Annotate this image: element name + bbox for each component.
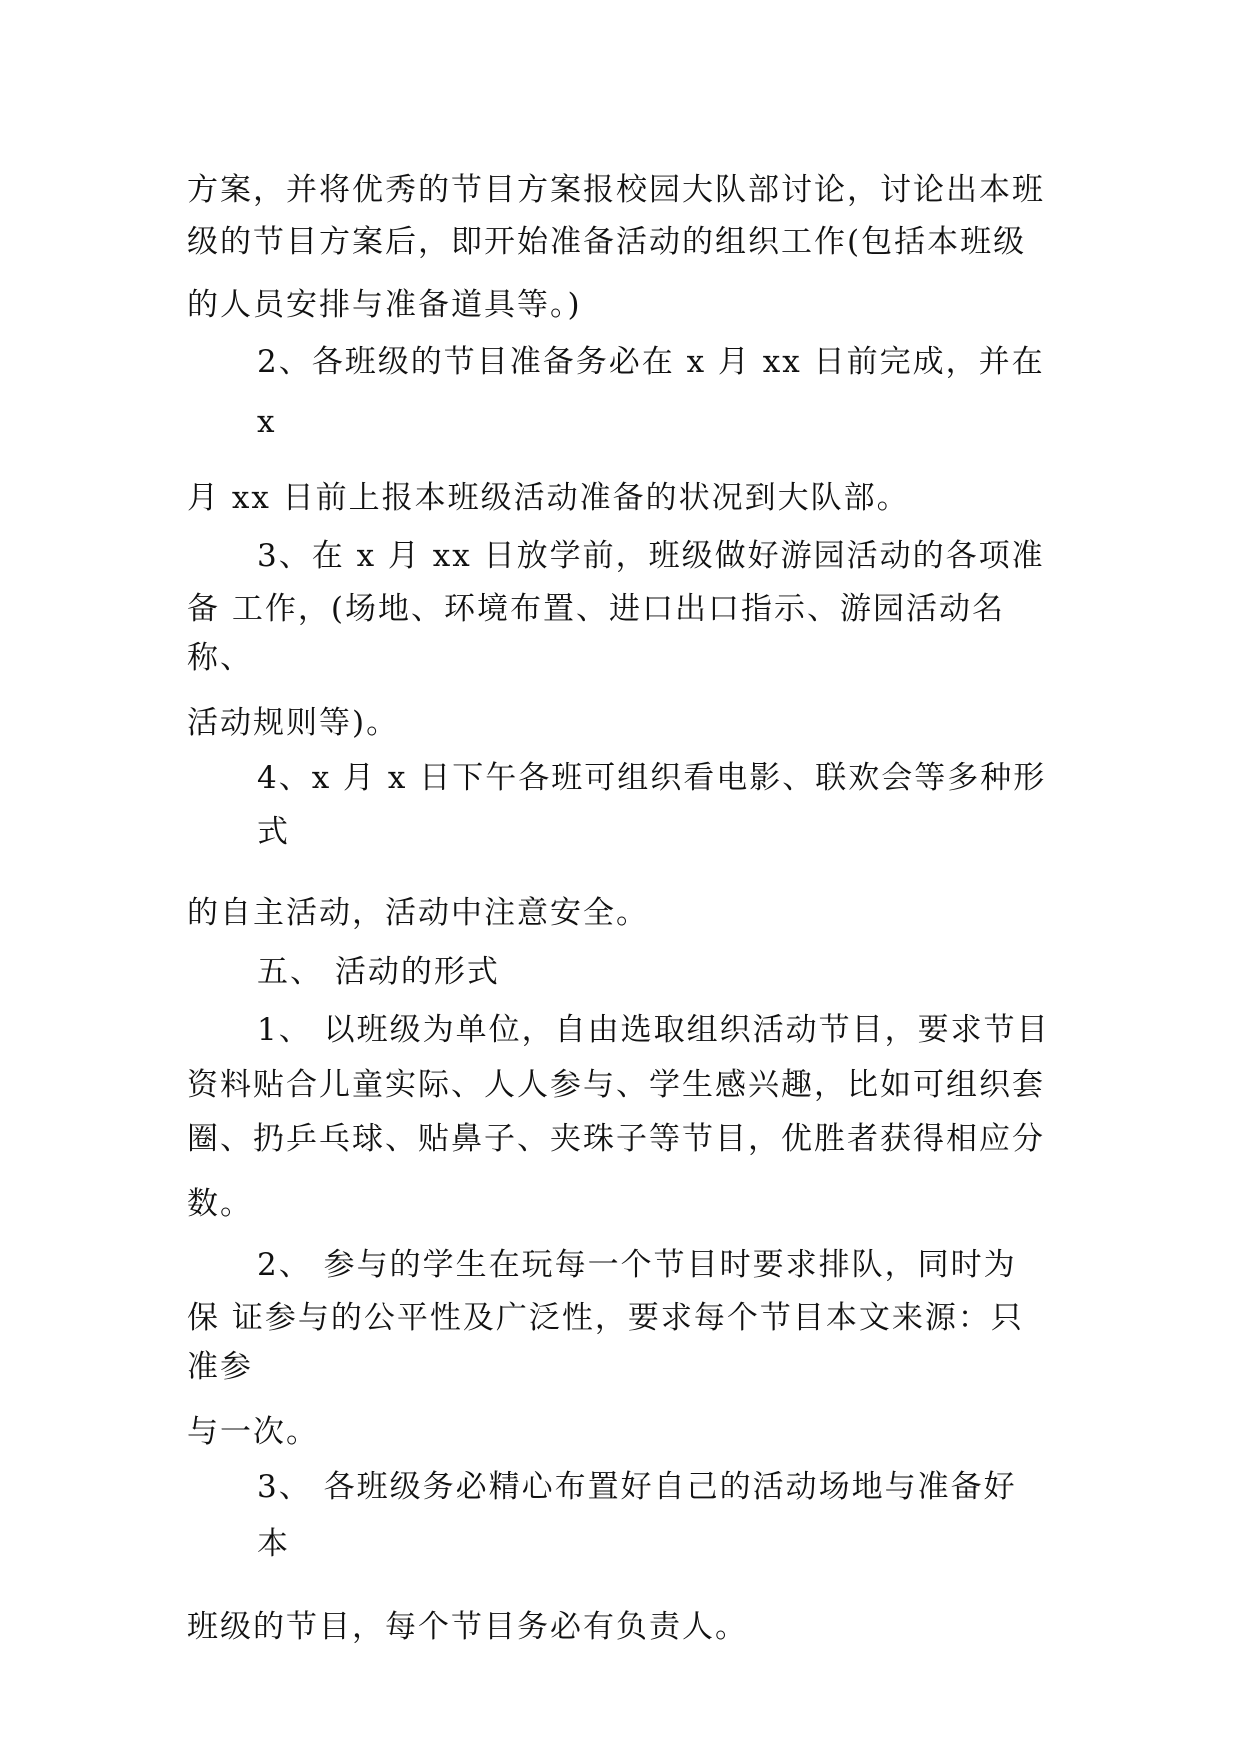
text-line: 2、 参与的学生在玩每一个节目时要求排队，同时为 [257,1247,1017,1283]
text-line: x [257,404,277,440]
text-line: 月 xx 日前上报本班级活动准备的状况到大队部。 [187,480,910,516]
text-line: 称、 [187,640,253,676]
text-line: 备 工作，(场地、环境布置、进口出口指示、游园活动名 [187,591,1005,627]
text-line: 数。 [187,1186,253,1222]
text-line: 保 证参与的公平性及广泛性，要求每个节目本文来源：只 [187,1300,1024,1336]
text-line: 3、在 x 月 xx 日放学前，班级做好游园活动的各项准 [257,538,1045,574]
text-line: 方案，并将优秀的节目方案报校园大队部讨论，讨论出本班 [187,172,1045,208]
text-line: 4、x 月 x 日下午各班可组织看电影、联欢会等多种形 [257,760,1047,796]
text-line: 与一次。 [187,1414,319,1450]
text-line: 级的节目方案后，即开始准备活动的组织工作(包括本班级 [187,224,1027,260]
text-line: 准参 [187,1349,253,1385]
text-line: 式 [257,814,290,850]
text-line: 1、 以班级为单位，自由选取组织活动节目，要求节目 [257,1012,1050,1048]
text-line: 的人员安排与准备道具等。) [187,287,582,323]
section-heading: 五、 活动的形式 [257,954,500,990]
text-line: 活动规则等)。 [187,705,400,741]
text-line: 3、 各班级务必精心布置好自己的活动场地与准备好 [257,1469,1017,1505]
text-line: 资料贴合儿童实际、人人参与、学生感兴趣，比如可组织套 [187,1067,1045,1103]
text-line: 圈、扔乒乓球、贴鼻子、夹珠子等节目，优胜者获得相应分 [187,1121,1045,1157]
text-line: 班级的节目，每个节目务必有负责人。 [187,1609,748,1645]
text-line: 本 [257,1526,290,1562]
text-line: 的自主活动，活动中注意安全。 [187,895,649,931]
text-line: 2、各班级的节目准备务必在 x 月 xx 日前完成，并在 [257,344,1045,380]
